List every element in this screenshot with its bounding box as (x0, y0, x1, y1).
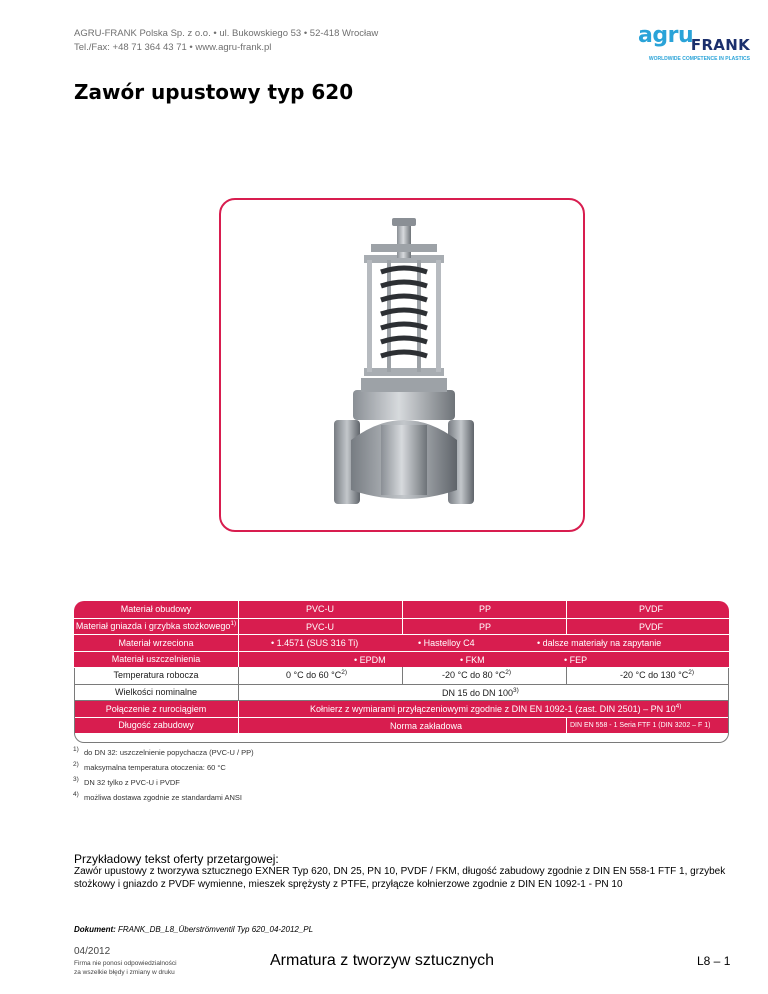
table-cell: -20 °C do 130 $^\circ C^{2)}$ (620, 669, 695, 680)
table-cell: Kołnierz z wymiarami przyłączeniowymi zgodnie z DIN EN 1092-1 (zast. DIN 2501) – PN 10$^{4)}$ (310, 703, 682, 714)
table-row (74, 618, 729, 635)
footnote: 1) do DN 32: uszczelnienie popychacza (PVC-U / PP) (73, 746, 254, 757)
section-title: Armatura z tworzyw sztucznych (270, 952, 495, 969)
table-cell: -20 °C do 80 $^\circ C^{2)}$ (442, 669, 512, 680)
table-cell: • Hastelloy C4 (418, 638, 475, 648)
table-row (74, 684, 729, 701)
footnote: 3) DN 32 tylko z PVC-U i PVDF (73, 776, 180, 787)
table-cell: Norma zakładowa (390, 720, 463, 731)
table-cell: PVDF (639, 621, 664, 632)
row-label: Wielkości nominalne (114, 687, 198, 698)
document-reference: Dokument: FRANK_DB_L8_Überströmventil Typ 620_04-2012_PL (74, 925, 314, 934)
page-number: L8 – 1 (697, 954, 731, 968)
row-label: Materiał uszczelnienia (111, 654, 201, 665)
table-row (74, 651, 729, 668)
footnote: 4) możliwa dostawa zgodnie ze standardami ANSI (73, 791, 242, 802)
footnote: 2) maksymalna temperatura otoczenia: 60 °C (73, 761, 226, 772)
disclaimer: Firma nie ponosi odpowiedzialności za wszelkie błędy i zmiany w druku (74, 960, 177, 976)
logo-tagline: WORLDWIDE COMPETENCE IN PLASTICS (648, 56, 750, 62)
row-label: Temperatura robocza (113, 670, 199, 681)
table-cell: • FEP (564, 654, 588, 665)
table-cell: DN 15 do DN 100$^{3)}$ (442, 686, 519, 698)
company-contact: Tel./Fax: +48 71 364 43 71 • www.agru-frank.pl (74, 42, 272, 53)
row-label: Materiał gniazda i grzybka stożkowego$^{1)}$ (75, 620, 237, 632)
page-title: Zawór upustowy typ 620 (74, 80, 354, 104)
table-row (74, 601, 729, 618)
table-cell: PP (479, 621, 492, 632)
logo-word-frank: FRANK (690, 36, 750, 54)
row-label: Materiał wrzeciona (118, 637, 194, 648)
table-cell: PVC-U (306, 621, 335, 632)
table-row (74, 667, 729, 684)
issue-date: 04/2012 (74, 946, 111, 957)
row-label: Połączenie z rurociągiem (105, 703, 207, 714)
valve-image (221, 200, 587, 534)
table-row (74, 634, 729, 651)
table-cell: PP (479, 604, 492, 614)
table-cell: • dalsze materiały na zapytanie (537, 638, 662, 648)
table-row (74, 717, 729, 734)
specification-table (74, 601, 729, 733)
row-label: Materiał obudowy (120, 604, 192, 615)
table-cell: • EPDM (354, 654, 386, 665)
row-label: Długość zabudowy (118, 720, 194, 731)
table-cell: 0 °C do 60 $^\circ C^{2)}$ (286, 669, 348, 680)
footnotes (74, 748, 254, 808)
table-cell: • FKM (460, 654, 485, 665)
table-cell: • 1.4571 (SUS 316 Ti) (271, 638, 359, 648)
table-row (74, 700, 729, 717)
table-cell: DIN EN 558 - 1 Seria FTF 1 (DIN 3202 – F 1) (570, 721, 711, 729)
company-header (74, 27, 378, 55)
table-cell: PVC-U (306, 604, 335, 614)
table-cell: PVDF (639, 604, 664, 614)
offer-text: Zawór upustowy z tworzywa sztucznego EXNER Typ 620, DN 25, PN 10, PVDF / FKM, długość zabudowy zgodnie z DIN EN 558-1 FTF 1, grzybek stożkowy i gniazdo z PVDF wymienne, mieszek sprężysty z PTFE, przyłącze kołnierzowe zgodnie z DIN EN 1092-1 - PN 10 (74, 866, 726, 890)
product-photo-frame (219, 198, 585, 532)
logo-word-agru: agru (638, 23, 694, 48)
offer-heading: Przykładowy tekst oferty przetargowej: (74, 852, 279, 866)
agru-frank-logo (636, 23, 750, 66)
company-address: AGRU-FRANK Polska Sp. z o.o. • ul. Bukowskiego 53 • 52-418 Wrocław (74, 28, 379, 39)
